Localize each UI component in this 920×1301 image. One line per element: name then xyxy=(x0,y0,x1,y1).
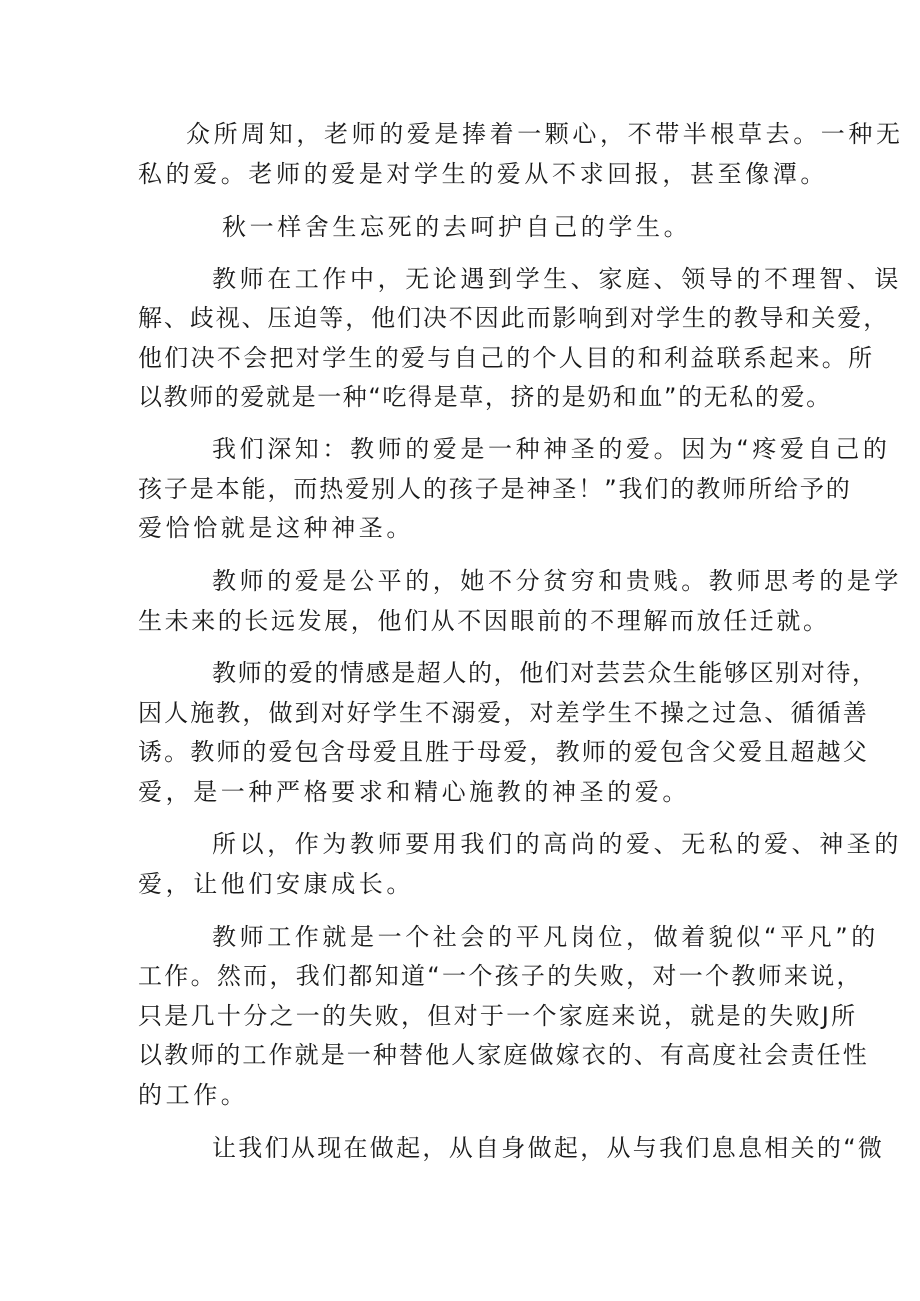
paragraph-1-line-1: 众所周知，老师的爱是捧着一颗心，不带半根草去。一种无 xyxy=(186,120,904,148)
paragraph-3-line-2: 解、歧视、压迫等，他们决不因此而影响到对学生的教导和关爱， xyxy=(138,304,890,332)
paragraph-3-line-1: 教师在工作中，无论遇到学生、家庭、领导的不理智、误 xyxy=(212,265,902,293)
paragraph-5-line-1: 教师的爱是公平的，她不分贫穷和贵贱。教师思考的是学 xyxy=(212,567,902,595)
paragraph-9-line-1: 让我们从现在做起，从自身做起，从与我们息息相关的“微 xyxy=(212,1134,885,1162)
paragraph-5-line-2: 生未来的长远发展，他们从不因眼前的不理解而放任迁就。 xyxy=(138,607,830,635)
paragraph-7-line-1: 所以，作为教师要用我们的高尚的爱、无私的爱、神圣的 xyxy=(212,830,902,858)
paragraph-2-line-1: 秋一样舍生忘死的去呵护自己的学生。 xyxy=(222,213,692,241)
paragraph-4-line-3: 爱恰恰就是这种神圣。 xyxy=(138,514,414,542)
paragraph-8-line-4: 以教师的工作就是一种替他人家庭做嫁衣的、有高度社会责任性 xyxy=(138,1041,869,1069)
paragraph-8-line-5: 的工作。 xyxy=(138,1081,249,1109)
paragraph-8-line-3: 只是几十分之一的失败，但对于一个家庭来说，就是的失败J所 xyxy=(138,1002,858,1030)
paragraph-1-line-2: 私的爱。老师的爱是对学生的爱从不求回报，甚至像潭。 xyxy=(138,160,828,188)
paragraph-6-line-3: 诱。教师的爱包含母爱且胜于母爱，教师的爱包含父爱且超越父 xyxy=(138,738,869,766)
paragraph-8-line-2: 工作。然而，我们都知道“一个孩子的失败，对一个教师来说， xyxy=(138,962,863,990)
paragraph-4-line-1: 我们深知：教师的爱是一种神圣的爱。因为“疼爱自己的 xyxy=(212,435,891,463)
paragraph-4-line-2: 孩子是本能，而热爱别人的孩子是神圣！”我们的教师所给予的 xyxy=(138,475,852,503)
paragraph-3-line-4: 以教师的爱就是一种“吃得是草，挤的是奶和血”的无私的爱。 xyxy=(138,383,832,411)
paragraph-6-line-1: 教师的爱的情感是超人的，他们对芸芸众生能够区别对待， xyxy=(212,659,878,687)
paragraph-8-line-1: 教师工作就是一个社会的平凡岗位，做着貌似“平凡”的 xyxy=(212,923,879,951)
paragraph-3-line-3: 他们决不会把对学生的爱与自己的个人目的和利益联系起来。所 xyxy=(138,344,875,372)
paragraph-6-line-2: 因人施教，做到对好学生不溺爱，对差学生不操之过急、循循善 xyxy=(138,699,869,727)
paragraph-6-line-4: 爱，是一种严格要求和精心施教的神圣的爱。 xyxy=(138,778,690,806)
paragraph-7-line-2: 爱，让他们安康成长。 xyxy=(138,870,414,898)
